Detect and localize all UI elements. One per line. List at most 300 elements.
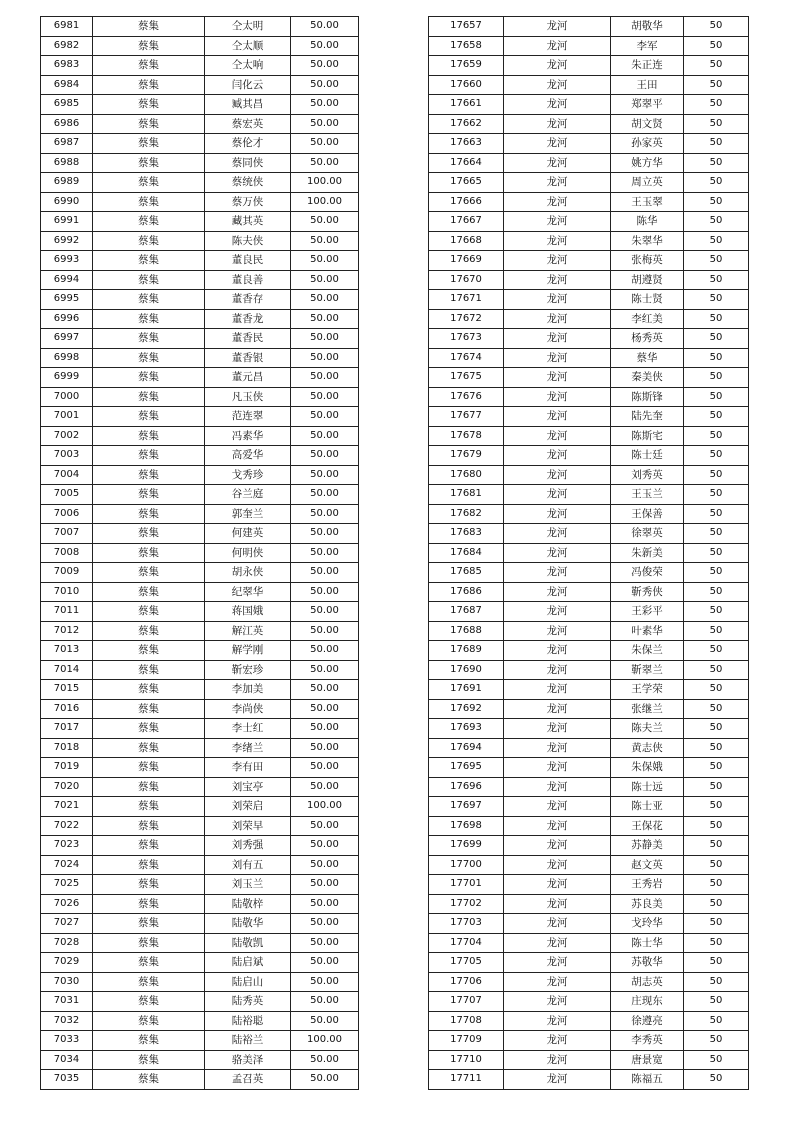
row-number-cell: 17681: [429, 485, 504, 505]
name-cell: 王玉兰: [611, 485, 684, 505]
row-number-cell: 7003: [41, 446, 93, 466]
row-number-cell: 7000: [41, 387, 93, 407]
name-cell: 李尚侠: [205, 699, 291, 719]
town-cell: 龙河: [504, 738, 611, 758]
table-row: [41, 777, 359, 797]
row-number-cell: 17698: [429, 816, 504, 836]
name-cell: 庄现东: [611, 992, 684, 1012]
amount-cell: 50: [684, 641, 749, 661]
amount-cell: 50: [684, 836, 749, 856]
amount-cell: 50: [684, 426, 749, 446]
name-cell: 王学荣: [611, 680, 684, 700]
amount-cell: 50.00: [291, 1070, 359, 1090]
town-cell: 龙河: [504, 309, 611, 329]
amount-cell: 50.00: [291, 309, 359, 329]
town-cell: 龙河: [504, 543, 611, 563]
name-cell: 解学刚: [205, 641, 291, 661]
table-row: [429, 699, 749, 719]
table-row: [429, 134, 749, 154]
table-row: [41, 173, 359, 193]
town-cell: 蔡集: [93, 992, 205, 1012]
name-cell: 郭奎兰: [205, 504, 291, 524]
town-cell: 蔡集: [93, 212, 205, 232]
town-cell: 蔡集: [93, 368, 205, 388]
row-number-cell: 7017: [41, 719, 93, 739]
table-row: [429, 914, 749, 934]
town-cell: 蔡集: [93, 192, 205, 212]
row-number-cell: 17659: [429, 56, 504, 76]
amount-cell: 50: [684, 914, 749, 934]
name-cell: 陈夫兰: [611, 719, 684, 739]
table-row: [429, 348, 749, 368]
row-number-cell: 17661: [429, 95, 504, 115]
table-row: [429, 231, 749, 251]
table-row: [41, 1070, 359, 1090]
town-cell: 龙河: [504, 465, 611, 485]
table-row: [41, 816, 359, 836]
name-cell: 李加美: [205, 680, 291, 700]
row-number-cell: 6987: [41, 134, 93, 154]
table-row: [429, 95, 749, 115]
table-row: [41, 855, 359, 875]
town-cell: 龙河: [504, 173, 611, 193]
table-row: [41, 426, 359, 446]
name-cell: 仝太明: [205, 17, 291, 37]
amount-cell: 100.00: [291, 173, 359, 193]
row-number-cell: 7018: [41, 738, 93, 758]
name-cell: 陈夫侠: [205, 231, 291, 251]
town-cell: 龙河: [504, 797, 611, 817]
row-number-cell: 7008: [41, 543, 93, 563]
town-cell: 蔡集: [93, 972, 205, 992]
table-row: [41, 582, 359, 602]
town-cell: 龙河: [504, 212, 611, 232]
amount-cell: 50.00: [291, 485, 359, 505]
town-cell: 龙河: [504, 855, 611, 875]
town-cell: 龙河: [504, 504, 611, 524]
row-number-cell: 17696: [429, 777, 504, 797]
town-cell: 龙河: [504, 992, 611, 1012]
table-row: [429, 270, 749, 290]
row-number-cell: 17666: [429, 192, 504, 212]
row-number-cell: 17673: [429, 329, 504, 349]
name-cell: 董香存: [205, 290, 291, 310]
name-cell: 陈士远: [611, 777, 684, 797]
row-number-cell: 17705: [429, 953, 504, 973]
name-cell: 李有田: [205, 758, 291, 778]
amount-cell: 50: [684, 933, 749, 953]
row-number-cell: 6986: [41, 114, 93, 134]
amount-cell: 50.00: [291, 543, 359, 563]
amount-cell: 50: [684, 602, 749, 622]
row-number-cell: 7012: [41, 621, 93, 641]
name-cell: 徐翠英: [611, 524, 684, 544]
table-row: [41, 563, 359, 583]
table-row: [41, 134, 359, 154]
row-number-cell: 17658: [429, 36, 504, 56]
name-cell: 周立英: [611, 173, 684, 193]
name-cell: 李红美: [611, 309, 684, 329]
amount-cell: 50.00: [291, 875, 359, 895]
town-cell: 龙河: [504, 914, 611, 934]
town-cell: 龙河: [504, 602, 611, 622]
town-cell: 龙河: [504, 660, 611, 680]
name-cell: 蔡宏英: [205, 114, 291, 134]
row-number-cell: 17672: [429, 309, 504, 329]
row-number-cell: 17668: [429, 231, 504, 251]
name-cell: 王保花: [611, 816, 684, 836]
table-row: [429, 212, 749, 232]
row-number-cell: 17684: [429, 543, 504, 563]
name-cell: 苏敬华: [611, 953, 684, 973]
table-row: [41, 465, 359, 485]
amount-cell: 50.00: [291, 407, 359, 427]
row-number-cell: 7029: [41, 953, 93, 973]
row-number-cell: 17660: [429, 75, 504, 95]
town-cell: 龙河: [504, 1031, 611, 1051]
amount-cell: 50.00: [291, 426, 359, 446]
row-number-cell: 7031: [41, 992, 93, 1012]
table-row: [41, 621, 359, 641]
amount-cell: 50: [684, 36, 749, 56]
town-cell: 蔡集: [93, 953, 205, 973]
town-cell: 龙河: [504, 192, 611, 212]
amount-cell: 50: [684, 75, 749, 95]
name-cell: 黄志侠: [611, 738, 684, 758]
table-row: [429, 524, 749, 544]
town-cell: 蔡集: [93, 524, 205, 544]
amount-cell: 50: [684, 953, 749, 973]
amount-cell: 50.00: [291, 36, 359, 56]
amount-cell: 50: [684, 816, 749, 836]
name-cell: 苏良美: [611, 894, 684, 914]
row-number-cell: 7001: [41, 407, 93, 427]
name-cell: 藏其英: [205, 212, 291, 232]
amount-cell: 50.00: [291, 134, 359, 154]
name-cell: 李军: [611, 36, 684, 56]
row-number-cell: 17708: [429, 1011, 504, 1031]
row-number-cell: 7010: [41, 582, 93, 602]
table-row: [429, 407, 749, 427]
name-cell: 杨秀英: [611, 329, 684, 349]
name-cell: 陈福五: [611, 1070, 684, 1090]
table-row: [41, 680, 359, 700]
town-cell: 龙河: [504, 777, 611, 797]
town-cell: 蔡集: [93, 875, 205, 895]
row-number-cell: 17694: [429, 738, 504, 758]
town-cell: 蔡集: [93, 231, 205, 251]
town-cell: 龙河: [504, 17, 611, 37]
town-cell: 蔡集: [93, 270, 205, 290]
town-cell: 龙河: [504, 368, 611, 388]
amount-cell: 50: [684, 543, 749, 563]
table-row: [429, 1011, 749, 1031]
table-row: [41, 914, 359, 934]
amount-cell: 50.00: [291, 914, 359, 934]
row-number-cell: 6998: [41, 348, 93, 368]
name-cell: 蒋国娥: [205, 602, 291, 622]
town-cell: 蔡集: [93, 485, 205, 505]
row-number-cell: 6995: [41, 290, 93, 310]
table-row: [41, 56, 359, 76]
name-cell: 陆敬梓: [205, 894, 291, 914]
amount-cell: 50.00: [291, 270, 359, 290]
town-cell: 龙河: [504, 953, 611, 973]
amount-cell: 50.00: [291, 251, 359, 271]
name-cell: 赵文英: [611, 855, 684, 875]
row-number-cell: 17706: [429, 972, 504, 992]
amount-cell: 50: [684, 407, 749, 427]
table-row: [429, 992, 749, 1012]
name-cell: 骆美泽: [205, 1050, 291, 1070]
row-number-cell: 17686: [429, 582, 504, 602]
town-cell: 蔡集: [93, 329, 205, 349]
table-row: [429, 836, 749, 856]
amount-cell: 50: [684, 134, 749, 154]
town-cell: 蔡集: [93, 621, 205, 641]
amount-cell: 50.00: [291, 114, 359, 134]
table-row: [41, 192, 359, 212]
row-number-cell: 7021: [41, 797, 93, 817]
name-cell: 凡玉侠: [205, 387, 291, 407]
table-row: [429, 153, 749, 173]
amount-cell: 50.00: [291, 75, 359, 95]
row-number-cell: 7005: [41, 485, 93, 505]
amount-cell: 50: [684, 680, 749, 700]
row-number-cell: 7011: [41, 602, 93, 622]
table-row: [41, 953, 359, 973]
table-row: [41, 17, 359, 37]
row-number-cell: 17667: [429, 212, 504, 232]
name-cell: 陆启山: [205, 972, 291, 992]
name-cell: 朱保娥: [611, 758, 684, 778]
table-row: [41, 836, 359, 856]
row-number-cell: 17674: [429, 348, 504, 368]
amount-cell: 50.00: [291, 348, 359, 368]
amount-cell: 100.00: [291, 797, 359, 817]
table-row: [41, 543, 359, 563]
name-cell: 陈士贤: [611, 290, 684, 310]
name-cell: 闫化云: [205, 75, 291, 95]
table-row: [429, 680, 749, 700]
town-cell: 龙河: [504, 719, 611, 739]
town-cell: 龙河: [504, 407, 611, 427]
row-number-cell: 17689: [429, 641, 504, 661]
town-cell: 龙河: [504, 758, 611, 778]
amount-cell: 50.00: [291, 816, 359, 836]
table-row: [429, 368, 749, 388]
table-row: [41, 972, 359, 992]
town-cell: 蔡集: [93, 738, 205, 758]
name-cell: 陆裕兰: [205, 1031, 291, 1051]
name-cell: 蔡同侠: [205, 153, 291, 173]
row-number-cell: 17695: [429, 758, 504, 778]
town-cell: 蔡集: [93, 114, 205, 134]
row-number-cell: 17697: [429, 797, 504, 817]
table-row: [429, 290, 749, 310]
table-row: [429, 602, 749, 622]
town-cell: 龙河: [504, 524, 611, 544]
name-cell: 李士红: [205, 719, 291, 739]
table-row: [429, 485, 749, 505]
name-cell: 王田: [611, 75, 684, 95]
table-row: [41, 407, 359, 427]
town-cell: 蔡集: [93, 933, 205, 953]
table-row: [429, 953, 749, 973]
amount-cell: 50: [684, 465, 749, 485]
amount-cell: 50: [684, 719, 749, 739]
amount-cell: 50.00: [291, 953, 359, 973]
amount-cell: 50: [684, 56, 749, 76]
amount-cell: 50.00: [291, 329, 359, 349]
left-table: [40, 16, 359, 1090]
row-number-cell: 6985: [41, 95, 93, 115]
town-cell: 蔡集: [93, 660, 205, 680]
town-cell: 龙河: [504, 75, 611, 95]
row-number-cell: 17703: [429, 914, 504, 934]
row-number-cell: 7034: [41, 1050, 93, 1070]
table-row: [429, 738, 749, 758]
row-number-cell: 6981: [41, 17, 93, 37]
row-number-cell: 17680: [429, 465, 504, 485]
name-cell: 徐遵亮: [611, 1011, 684, 1031]
row-number-cell: 6994: [41, 270, 93, 290]
table-row: [429, 563, 749, 583]
table-row: [429, 446, 749, 466]
row-number-cell: 7027: [41, 914, 93, 934]
town-cell: 蔡集: [93, 75, 205, 95]
name-cell: 臧其昌: [205, 95, 291, 115]
row-number-cell: 7032: [41, 1011, 93, 1031]
name-cell: 朱正连: [611, 56, 684, 76]
town-cell: 龙河: [504, 153, 611, 173]
table-row: [429, 719, 749, 739]
town-cell: 蔡集: [93, 1031, 205, 1051]
table-row: [41, 758, 359, 778]
table-row: [41, 641, 359, 661]
town-cell: 龙河: [504, 134, 611, 154]
table-row: [429, 251, 749, 271]
town-cell: 蔡集: [93, 563, 205, 583]
town-cell: 蔡集: [93, 134, 205, 154]
amount-cell: 50.00: [291, 465, 359, 485]
town-cell: 蔡集: [93, 17, 205, 37]
name-cell: 董香民: [205, 329, 291, 349]
town-cell: 龙河: [504, 95, 611, 115]
name-cell: 王玉翠: [611, 192, 684, 212]
town-cell: 蔡集: [93, 446, 205, 466]
amount-cell: 50: [684, 485, 749, 505]
row-number-cell: 17692: [429, 699, 504, 719]
amount-cell: 50.00: [291, 855, 359, 875]
town-cell: 蔡集: [93, 777, 205, 797]
amount-cell: 50: [684, 992, 749, 1012]
name-cell: 冯素华: [205, 426, 291, 446]
town-cell: 龙河: [504, 699, 611, 719]
table-row: [429, 1070, 749, 1090]
table-row: [41, 446, 359, 466]
row-number-cell: 17704: [429, 933, 504, 953]
row-number-cell: 7020: [41, 777, 93, 797]
amount-cell: 50.00: [291, 699, 359, 719]
amount-cell: 50.00: [291, 563, 359, 583]
town-cell: 龙河: [504, 641, 611, 661]
town-cell: 龙河: [504, 290, 611, 310]
name-cell: 高爱华: [205, 446, 291, 466]
town-cell: 蔡集: [93, 465, 205, 485]
row-number-cell: 7014: [41, 660, 93, 680]
name-cell: 陆先奎: [611, 407, 684, 427]
table-row: [41, 329, 359, 349]
amount-cell: 50: [684, 387, 749, 407]
row-number-cell: 7026: [41, 894, 93, 914]
table-row: [41, 290, 359, 310]
name-cell: 靳宏珍: [205, 660, 291, 680]
amount-cell: 50: [684, 972, 749, 992]
town-cell: 龙河: [504, 231, 611, 251]
row-number-cell: 17709: [429, 1031, 504, 1051]
table-row: [41, 894, 359, 914]
town-cell: 蔡集: [93, 602, 205, 622]
amount-cell: 50: [684, 1070, 749, 1090]
town-cell: 龙河: [504, 894, 611, 914]
row-number-cell: 6993: [41, 251, 93, 271]
amount-cell: 50: [684, 114, 749, 134]
town-cell: 蔡集: [93, 387, 205, 407]
amount-cell: 50.00: [291, 56, 359, 76]
row-number-cell: 6989: [41, 173, 93, 193]
amount-cell: 50: [684, 855, 749, 875]
name-cell: 冯俊荣: [611, 563, 684, 583]
amount-cell: 50: [684, 348, 749, 368]
row-number-cell: 17675: [429, 368, 504, 388]
table-row: [41, 348, 359, 368]
row-number-cell: 17657: [429, 17, 504, 37]
row-number-cell: 17663: [429, 134, 504, 154]
row-number-cell: 6983: [41, 56, 93, 76]
town-cell: 龙河: [504, 251, 611, 271]
table-row: [41, 933, 359, 953]
table-row: [41, 797, 359, 817]
table-row: [429, 777, 749, 797]
amount-cell: 100.00: [291, 1031, 359, 1051]
row-number-cell: 17677: [429, 407, 504, 427]
table-row: [41, 231, 359, 251]
name-cell: 叶素华: [611, 621, 684, 641]
amount-cell: 50.00: [291, 95, 359, 115]
town-cell: 蔡集: [93, 914, 205, 934]
name-cell: 孟召英: [205, 1070, 291, 1090]
name-cell: 陈斯宅: [611, 426, 684, 446]
amount-cell: 50: [684, 290, 749, 310]
amount-cell: 50.00: [291, 972, 359, 992]
row-number-cell: 17671: [429, 290, 504, 310]
amount-cell: 50: [684, 231, 749, 251]
amount-cell: 50.00: [291, 290, 359, 310]
name-cell: 蔡万侠: [205, 192, 291, 212]
name-cell: 张梅英: [611, 251, 684, 271]
amount-cell: 50.00: [291, 212, 359, 232]
name-cell: 陆敬凯: [205, 933, 291, 953]
name-cell: 纪翠华: [205, 582, 291, 602]
town-cell: 蔡集: [93, 797, 205, 817]
town-cell: 蔡集: [93, 153, 205, 173]
name-cell: 胡遵贤: [611, 270, 684, 290]
right-table: [428, 16, 749, 1090]
amount-cell: 50.00: [291, 504, 359, 524]
amount-cell: 50: [684, 1031, 749, 1051]
table-row: [429, 192, 749, 212]
